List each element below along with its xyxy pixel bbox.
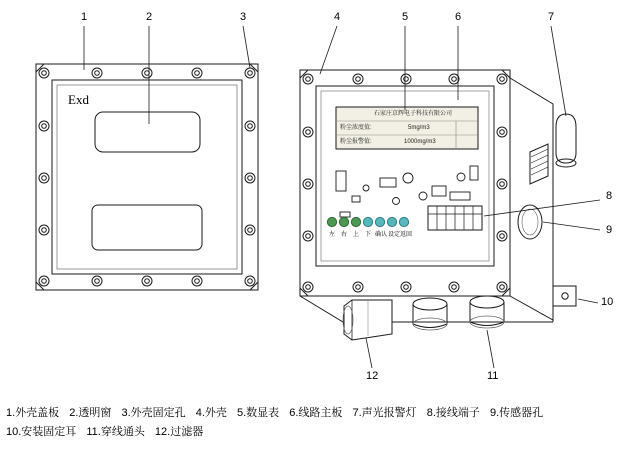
callout-10: 10: [601, 296, 614, 308]
cable-glands: [413, 296, 504, 330]
legend-item-6: 6.线路主板: [289, 407, 343, 419]
keypad-buttons: [327, 217, 408, 226]
display-row1-value: 5mg/m3: [408, 125, 430, 131]
legend-row-1: [6, 404, 616, 423]
display-row2-label: 粉尘报警值:: [340, 139, 372, 145]
legend-item-10: 10.安装固定耳: [6, 426, 77, 438]
leader-lines: [84, 26, 600, 368]
terminal-block: [428, 206, 482, 230]
legend-item-11: 11.穿线通头: [86, 426, 145, 438]
legend-item-5: 5.数显表: [237, 407, 280, 419]
exd-marking: Exd: [68, 92, 89, 107]
keypad-label-right: 右: [341, 232, 348, 238]
keypad-label-down: 下: [365, 232, 372, 238]
callout-3: 3: [240, 11, 247, 23]
legend-item-3: 3.外壳固定孔: [121, 407, 186, 419]
callout-9: 9: [606, 224, 613, 236]
legend-item-7: 7.声光报警灯: [352, 407, 417, 419]
legend-item-12: 12.过滤器: [154, 426, 204, 438]
callout-8: 8: [606, 190, 613, 202]
legend: [6, 404, 616, 442]
callout-5: 5: [402, 11, 409, 23]
mounting-ears: [553, 286, 576, 306]
legend-row-2: [6, 423, 616, 442]
callout-7: 7: [548, 11, 555, 23]
callout-1: 1: [81, 11, 88, 23]
callout-4: 4: [334, 11, 341, 23]
callout-12: 12: [366, 370, 379, 382]
cover-lower-panel: [92, 205, 202, 250]
legend-item-8: 8.接线端子: [426, 407, 480, 419]
transparent-window: [95, 112, 200, 152]
keypad-label-set: 设定: [388, 232, 401, 238]
display-row2-value: 1000mg/m3: [404, 139, 436, 145]
display-company-name: 石家庄京辉电子科技有限公司: [373, 111, 452, 117]
filter-assembly: [343, 300, 392, 340]
sensor-hole: [518, 205, 542, 239]
legend-item-4: 4.外壳: [195, 407, 227, 419]
callout-2: 2: [146, 11, 153, 23]
callout-6: 6: [455, 11, 462, 23]
display-row1-label: 粉尘浓度值:: [340, 125, 372, 131]
callout-11: 11: [487, 370, 499, 382]
legend-item-9: 9.传感器孔: [490, 407, 544, 419]
legend-item-2: 2.透明窗: [69, 407, 112, 419]
legend-item-1: 1.外壳盖板: [6, 407, 60, 419]
keypad-label-back: 返回: [400, 232, 413, 238]
keypad-label-left: 左: [329, 232, 336, 238]
keypad-label-up: 上: [353, 232, 360, 238]
keypad-label-confirm: 确认: [375, 232, 388, 238]
